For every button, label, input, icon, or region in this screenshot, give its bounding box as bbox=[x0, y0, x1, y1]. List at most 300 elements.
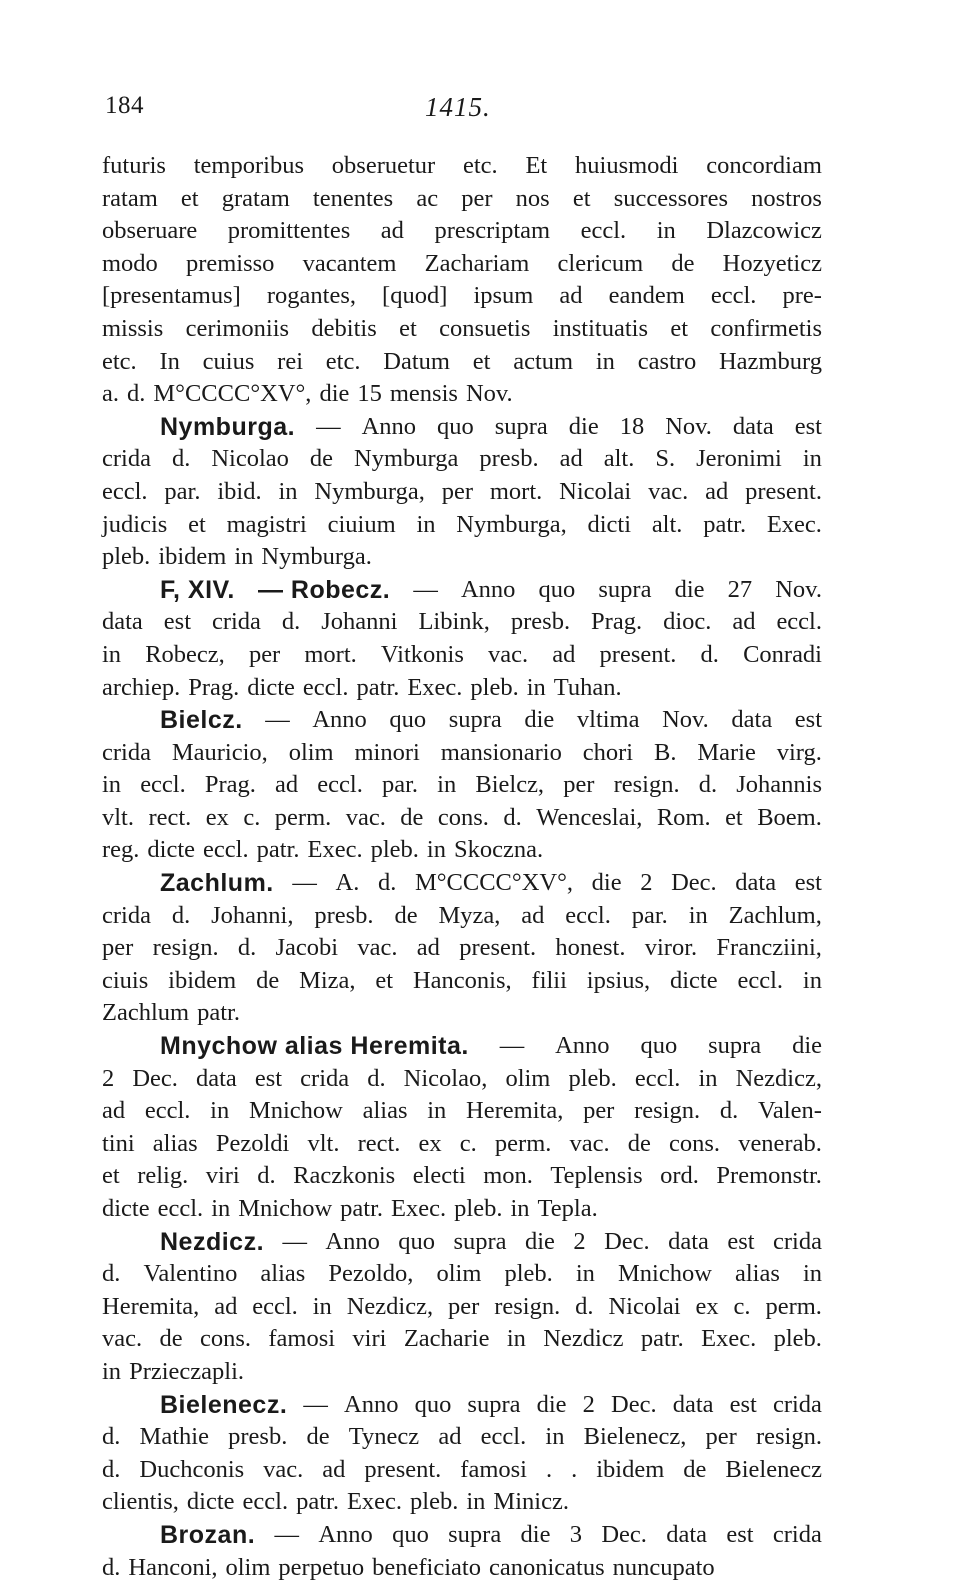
word: die bbox=[568, 412, 599, 440]
word: Mnichow bbox=[248, 1097, 343, 1125]
word: Anno bbox=[312, 706, 367, 734]
word: In bbox=[159, 347, 180, 375]
word: patr. bbox=[256, 836, 300, 864]
word: de bbox=[159, 1325, 183, 1353]
page-number: 184 bbox=[105, 92, 144, 119]
word: crida bbox=[102, 738, 151, 766]
text-line bbox=[102, 737, 822, 770]
word: Datum bbox=[383, 347, 450, 375]
text-line bbox=[102, 248, 822, 281]
place-heading: Bielcz. bbox=[160, 706, 243, 735]
word: Vitkonis bbox=[380, 640, 464, 668]
word: vlt. bbox=[102, 803, 134, 831]
word: — bbox=[274, 1520, 299, 1548]
word: viri bbox=[352, 1325, 387, 1353]
word: Robecz, bbox=[145, 640, 225, 668]
word: in bbox=[102, 1357, 122, 1385]
word: ipsum bbox=[473, 282, 534, 310]
word: in bbox=[506, 1325, 526, 1353]
word: Teplensis bbox=[550, 1162, 643, 1190]
word: et bbox=[375, 966, 394, 994]
word: Nezdicz, bbox=[735, 1064, 822, 1092]
word: eccl. bbox=[102, 477, 148, 505]
entry-paragraph bbox=[102, 1226, 822, 1389]
word: Nicolai bbox=[559, 477, 632, 505]
word: Exec. bbox=[766, 510, 822, 538]
word: Exec. bbox=[407, 673, 463, 701]
word: eccl. bbox=[480, 1423, 527, 1451]
word: successores bbox=[613, 184, 728, 212]
text-line bbox=[102, 997, 822, 1030]
entry-paragraph bbox=[102, 1030, 822, 1226]
word: actum bbox=[513, 347, 574, 375]
word: par. bbox=[631, 901, 668, 929]
text-line bbox=[102, 867, 822, 900]
word: pleb. bbox=[504, 1260, 553, 1288]
word: debitis bbox=[311, 314, 377, 342]
word: Dec. bbox=[132, 1064, 178, 1092]
word: in bbox=[102, 771, 122, 799]
word: olim bbox=[288, 738, 334, 766]
word: in bbox=[466, 1488, 486, 1516]
word: Hozyeticz bbox=[722, 249, 822, 277]
word: — bbox=[303, 1390, 328, 1418]
word: est bbox=[794, 869, 822, 897]
word: est bbox=[794, 706, 822, 734]
word: 27 bbox=[727, 575, 753, 603]
word: Mnichow bbox=[617, 1260, 712, 1288]
word: patr. bbox=[197, 999, 240, 1027]
word: eccl. bbox=[140, 771, 186, 799]
word: Prag. bbox=[204, 771, 256, 799]
word: tenentes bbox=[312, 184, 394, 212]
text-line bbox=[102, 1552, 822, 1584]
word: in bbox=[545, 1423, 565, 1451]
word: quo bbox=[538, 575, 576, 603]
word: virg. bbox=[776, 738, 822, 766]
word: Dec. bbox=[611, 1390, 657, 1418]
word: supra bbox=[448, 1520, 502, 1548]
word: Nymburga. bbox=[261, 543, 372, 571]
word: Bielcz, bbox=[475, 771, 545, 799]
word: M°CCCC°XV°, bbox=[153, 380, 312, 408]
word: Pezoldo, bbox=[328, 1260, 414, 1288]
word: Et bbox=[525, 152, 548, 179]
word: rei bbox=[277, 347, 304, 375]
word: ratam bbox=[102, 184, 158, 212]
word: d. bbox=[698, 771, 718, 799]
word: venerab. bbox=[738, 1129, 822, 1157]
word: data bbox=[735, 869, 777, 897]
word: Conradi bbox=[743, 640, 822, 668]
word: M°CCCC°XV°, bbox=[414, 869, 574, 897]
word: data bbox=[731, 706, 773, 734]
word: in bbox=[802, 1260, 822, 1288]
word: vac. bbox=[648, 477, 689, 505]
word: eccl. bbox=[203, 836, 249, 864]
word: — bbox=[265, 706, 290, 734]
word: — bbox=[292, 869, 317, 897]
word: Exec. bbox=[346, 1488, 403, 1516]
word: confirmetis bbox=[710, 314, 822, 342]
word: nuncupato bbox=[612, 1553, 715, 1581]
text-line bbox=[102, 932, 822, 965]
text-line bbox=[102, 1486, 822, 1519]
word: d. bbox=[237, 934, 257, 962]
entry-paragraph bbox=[102, 867, 822, 1030]
word: Francziini, bbox=[716, 934, 822, 962]
word: ad bbox=[438, 1423, 462, 1451]
word: ad bbox=[705, 477, 729, 505]
word: — bbox=[282, 1227, 307, 1255]
word: chori bbox=[582, 738, 634, 766]
word: patr. bbox=[296, 1488, 339, 1516]
word: famosi bbox=[460, 1455, 527, 1483]
word: Mnichow bbox=[238, 1195, 333, 1222]
word: 2 bbox=[640, 869, 653, 897]
word: etc. bbox=[462, 152, 498, 179]
word: per bbox=[102, 934, 134, 962]
word: d. bbox=[367, 1064, 386, 1092]
word: 2 bbox=[582, 1390, 595, 1418]
place-heading: Bielenecz. bbox=[160, 1390, 288, 1419]
word: Prag. bbox=[188, 673, 240, 701]
text-line bbox=[102, 509, 822, 542]
word: patr. bbox=[356, 673, 400, 701]
word: supra bbox=[467, 1390, 521, 1418]
word: Hanconi, bbox=[128, 1553, 218, 1581]
text-line bbox=[102, 672, 822, 705]
word: Valentino bbox=[143, 1260, 238, 1288]
place-heading: Nymburga. bbox=[160, 412, 296, 441]
word: modo bbox=[102, 249, 158, 277]
word: tini bbox=[102, 1129, 135, 1157]
word: ad bbox=[380, 217, 404, 245]
word: pleb. bbox=[410, 1488, 459, 1516]
word: Nymburga, bbox=[314, 477, 425, 505]
word: pleb. bbox=[454, 1195, 503, 1222]
word: de bbox=[627, 1129, 651, 1157]
word: Premonstr. bbox=[716, 1162, 822, 1190]
word: ad bbox=[559, 282, 583, 310]
text-line bbox=[102, 183, 822, 216]
text-line bbox=[102, 1519, 822, 1552]
word: d. bbox=[503, 803, 522, 831]
word: missis bbox=[102, 314, 164, 342]
place-heading: — Robecz. bbox=[257, 575, 391, 604]
word: eccl. bbox=[242, 1488, 289, 1516]
word: alt. bbox=[651, 510, 683, 538]
entry-paragraph bbox=[102, 150, 822, 411]
word: in bbox=[102, 640, 122, 668]
word: d. bbox=[102, 1423, 121, 1451]
word: Mathie bbox=[139, 1423, 209, 1451]
entry-paragraph bbox=[102, 1519, 822, 1584]
word: Nov. bbox=[465, 380, 513, 408]
entry-paragraph bbox=[102, 704, 822, 867]
word: alias bbox=[734, 1260, 780, 1288]
word: olim bbox=[505, 1064, 551, 1092]
word: Nymburga, bbox=[456, 510, 567, 538]
word: Anno bbox=[460, 575, 516, 603]
word: Zachariam bbox=[424, 249, 530, 277]
word: pleb. bbox=[470, 673, 519, 701]
word: mansionario bbox=[440, 738, 562, 766]
word: de bbox=[671, 249, 695, 277]
text-line bbox=[102, 606, 822, 639]
word: perm. bbox=[274, 803, 332, 831]
word: est bbox=[729, 1390, 757, 1418]
word: resign. bbox=[634, 1097, 701, 1125]
text-line bbox=[102, 900, 822, 933]
word: in bbox=[234, 543, 254, 571]
word: [presentamus] bbox=[102, 282, 241, 310]
word: concordiam bbox=[706, 152, 822, 179]
word: olim bbox=[436, 1260, 482, 1288]
word: Tuhan. bbox=[553, 673, 622, 701]
word: dicte bbox=[669, 966, 718, 994]
word: d. bbox=[377, 869, 397, 897]
entry-paragraph bbox=[102, 574, 822, 704]
word: ad bbox=[275, 771, 299, 799]
word: alias bbox=[362, 1097, 408, 1125]
word: archiep. bbox=[102, 673, 181, 701]
word: perpetuo bbox=[278, 1553, 365, 1581]
word: quo bbox=[398, 1227, 436, 1255]
word: dicte bbox=[186, 1488, 235, 1516]
word: patr. bbox=[703, 510, 747, 538]
word: Heremita, bbox=[466, 1097, 564, 1125]
word: de bbox=[394, 901, 418, 929]
word: Bielenecz, bbox=[583, 1423, 687, 1451]
word: dicte bbox=[147, 836, 196, 864]
word: eccl. bbox=[302, 673, 349, 701]
word: eccl. bbox=[710, 282, 757, 310]
word: die bbox=[536, 1390, 567, 1418]
folio-marker: F, XIV. bbox=[160, 575, 235, 604]
word: et bbox=[180, 184, 199, 212]
word: pleb. bbox=[370, 836, 419, 864]
text-line bbox=[102, 1128, 822, 1161]
word: present. bbox=[745, 477, 822, 505]
word: Hanconis, bbox=[412, 966, 512, 994]
word: die bbox=[524, 706, 555, 734]
word: Zachlum bbox=[102, 999, 190, 1027]
word: crida bbox=[772, 1390, 822, 1418]
word: obseruetur bbox=[331, 152, 436, 179]
word: in bbox=[278, 477, 298, 505]
word: presb. bbox=[479, 445, 539, 473]
word: d. bbox=[257, 1162, 276, 1190]
word: eccl. bbox=[144, 1097, 191, 1125]
word: et bbox=[472, 347, 491, 375]
word: magistri bbox=[226, 510, 307, 538]
word: supra bbox=[598, 575, 652, 603]
word: quo bbox=[389, 706, 427, 734]
word: vac. bbox=[488, 640, 529, 668]
word: presb. bbox=[510, 608, 571, 636]
word: Nezdicz bbox=[543, 1325, 624, 1353]
word: crida bbox=[102, 445, 151, 473]
word: de bbox=[400, 803, 424, 831]
word: Myza, bbox=[438, 901, 501, 929]
place-heading: Brozan. bbox=[160, 1520, 256, 1549]
word: per bbox=[441, 477, 473, 505]
word: patr. bbox=[640, 1325, 684, 1353]
place-heading: Zachlum. bbox=[160, 869, 274, 898]
word: quo bbox=[437, 412, 474, 440]
word: ciuis bbox=[102, 966, 149, 994]
word: Tepla. bbox=[537, 1195, 598, 1222]
place-heading: Nezdicz. bbox=[160, 1227, 265, 1256]
word: quo bbox=[640, 1032, 678, 1060]
word: cons. bbox=[199, 1325, 252, 1353]
word: c. bbox=[733, 1292, 751, 1320]
word: in bbox=[688, 901, 708, 929]
word: eccl. bbox=[565, 901, 611, 929]
word: beneficiato bbox=[372, 1553, 481, 1581]
word: cons. bbox=[669, 1129, 721, 1157]
word: Bielenecz bbox=[725, 1455, 822, 1483]
word: de bbox=[256, 966, 280, 994]
place-heading: Mnychow alias Heremita. bbox=[160, 1032, 469, 1061]
word: quo bbox=[414, 1390, 452, 1418]
word: clientis, bbox=[102, 1488, 179, 1516]
word: d. bbox=[102, 1553, 121, 1581]
word: Heremita, bbox=[102, 1292, 200, 1320]
word: Zachlum, bbox=[728, 901, 822, 929]
word: alias bbox=[152, 1129, 198, 1157]
word: Przieczapli. bbox=[129, 1357, 245, 1385]
word: nostros bbox=[751, 184, 822, 212]
word: die bbox=[525, 1227, 555, 1255]
word: c. bbox=[243, 803, 261, 831]
word: in bbox=[437, 771, 457, 799]
word: Nov. bbox=[775, 575, 822, 603]
word: die bbox=[674, 575, 705, 603]
word: data bbox=[102, 608, 143, 636]
text-line bbox=[102, 280, 822, 313]
word: cons. bbox=[437, 803, 489, 831]
word: eccl. bbox=[737, 966, 784, 994]
word: Pezoldi bbox=[215, 1129, 290, 1157]
word: pleb. bbox=[102, 543, 151, 571]
word: vac. bbox=[263, 1455, 304, 1483]
word: mort. bbox=[304, 640, 357, 668]
word: obseruare bbox=[102, 217, 198, 245]
word: 2 bbox=[573, 1227, 586, 1255]
word: etc. bbox=[325, 347, 361, 375]
word: mensis bbox=[389, 380, 458, 408]
word: ad bbox=[732, 608, 756, 636]
text-line bbox=[102, 965, 822, 998]
word: de bbox=[683, 1455, 707, 1483]
word: supra bbox=[494, 412, 548, 440]
word: et bbox=[670, 314, 689, 342]
text-line bbox=[102, 1356, 822, 1389]
word: die bbox=[792, 1032, 822, 1060]
word: crida bbox=[102, 901, 151, 929]
word: ad bbox=[322, 1455, 346, 1483]
word: ibidem bbox=[168, 966, 237, 994]
entry-paragraph bbox=[102, 411, 822, 574]
word: olim bbox=[225, 1553, 271, 1581]
word: Nicolao bbox=[211, 445, 289, 473]
word: 15 bbox=[357, 380, 382, 408]
word: resign. bbox=[152, 934, 219, 962]
word: resign. bbox=[613, 771, 680, 799]
word: eccl. bbox=[317, 771, 363, 799]
word: castro bbox=[637, 347, 697, 375]
word: futuris bbox=[102, 152, 166, 179]
word: crida bbox=[772, 1520, 822, 1548]
word: in bbox=[210, 1097, 230, 1125]
word: Mauricio, bbox=[171, 738, 268, 766]
word: — bbox=[316, 412, 341, 440]
word: in bbox=[656, 217, 676, 245]
text-line bbox=[102, 150, 822, 183]
text-line bbox=[102, 313, 822, 346]
word: ibidem bbox=[158, 543, 227, 571]
word: alias bbox=[260, 1260, 306, 1288]
word: mon. bbox=[483, 1162, 533, 1190]
word: ad bbox=[552, 640, 576, 668]
word: pre- bbox=[782, 282, 822, 310]
word: A. bbox=[335, 869, 360, 897]
word: canonicatus bbox=[488, 1553, 605, 1581]
word: viri bbox=[205, 1162, 240, 1190]
word: vltima bbox=[576, 706, 640, 734]
word: Valen- bbox=[757, 1097, 822, 1125]
word: Skoczna. bbox=[453, 836, 544, 864]
word: ad bbox=[416, 934, 440, 962]
word: presb. bbox=[228, 1423, 288, 1451]
word: est bbox=[794, 412, 822, 440]
word: rect. bbox=[357, 1129, 401, 1157]
word: vac. bbox=[569, 1129, 610, 1157]
word: Dec. bbox=[604, 1227, 650, 1255]
word: Exec. bbox=[307, 836, 363, 864]
word: Nymburga bbox=[354, 445, 459, 473]
word: ipsius, bbox=[586, 966, 651, 994]
word: 18 bbox=[619, 412, 645, 440]
word: clericum bbox=[557, 249, 644, 277]
word: Hazmburg bbox=[718, 347, 822, 375]
text-line bbox=[102, 1389, 822, 1422]
word: pleb. bbox=[773, 1325, 822, 1353]
word: — bbox=[499, 1032, 525, 1060]
text-line bbox=[102, 1226, 822, 1259]
text-line bbox=[102, 1030, 822, 1063]
word: Marie bbox=[697, 738, 756, 766]
word: 2 bbox=[102, 1064, 115, 1092]
word: in bbox=[211, 1195, 231, 1222]
word: et bbox=[725, 803, 743, 831]
word: d. bbox=[700, 640, 719, 668]
word: ad bbox=[214, 1292, 238, 1320]
word: cuius bbox=[202, 347, 255, 375]
word: rect. bbox=[148, 803, 192, 831]
word: Dec. bbox=[601, 1520, 647, 1548]
word: eccl. bbox=[580, 217, 627, 245]
word: B. bbox=[653, 738, 677, 766]
word: est bbox=[727, 1227, 755, 1255]
word: present. bbox=[364, 1455, 442, 1483]
word: Tynecz bbox=[348, 1423, 420, 1451]
text-line bbox=[102, 1454, 822, 1487]
word: data bbox=[732, 412, 774, 440]
word: dioc. bbox=[663, 608, 712, 636]
